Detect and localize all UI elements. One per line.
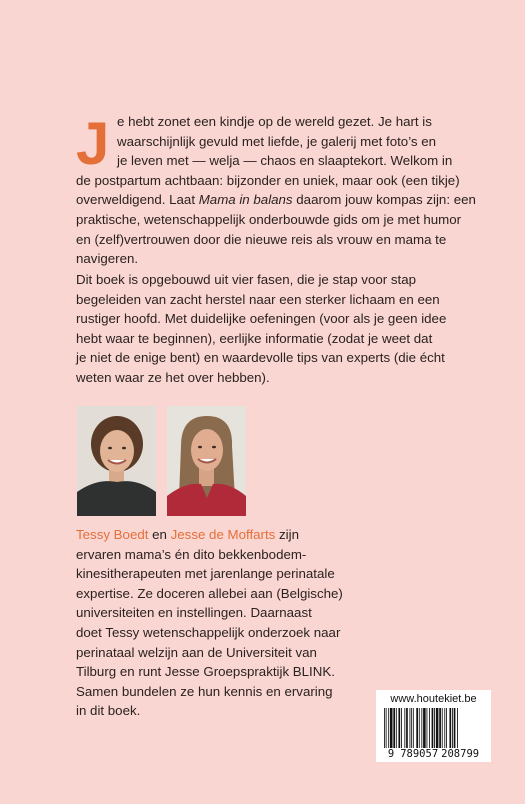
barcode-bar (434, 708, 435, 748)
intro-line: en (zelf)vertrouwen door die nieuwe reis als vrouw en mama te (76, 231, 447, 247)
barcode-bar (396, 708, 397, 748)
barcode-bar (413, 708, 414, 748)
intro-line: e hebt zonet een kindje op de wereld gezet. Je hart is (117, 114, 432, 129)
barcode-bar (449, 708, 451, 748)
bio-line: Samen bundelen ze hun kennis en ervaring (76, 683, 333, 699)
paragraph-line: hebt waar te beginnen), eerlijke informatie (zodat je weet dat (76, 330, 433, 346)
barcode-bar (454, 708, 456, 748)
barcode-bar (390, 708, 393, 748)
barcode-bar (386, 708, 387, 748)
author-name-jesse: Jesse de Moffarts (170, 527, 276, 542)
barcode-bar (419, 708, 420, 748)
barcode-bar (436, 708, 439, 748)
intro-text: daarom jouw kompas zijn: een (292, 192, 476, 208)
barcode-bar (452, 708, 453, 748)
intro-line: de postpartum achtbaan: bijzonder en uniek, maar ook (een tikje) (76, 172, 460, 188)
structure-paragraph (76, 270, 474, 388)
barcode-bar (393, 708, 395, 748)
bio-line: kinesitherapeuten met jarenlange perinatale (76, 566, 335, 582)
barcode-bar (404, 708, 405, 748)
paragraph-line: rustiger hoofd. Met duidelijke oefeningen (voor als je geen idee (76, 311, 447, 327)
isbn-number (376, 748, 491, 760)
bio-line: perinataal welzijn aan de Universiteit van (76, 644, 317, 660)
intro-line: waarschijnlijk gevuld met liefde, je galerij met foto’s en (117, 133, 437, 149)
barcode-bar (446, 708, 447, 748)
barcode-bar (388, 708, 389, 748)
bio-text: en (148, 527, 171, 542)
intro-line: je leven met — welja — chaos en slaaptekort. Welkom in (117, 153, 453, 169)
author-photo-tessy (77, 406, 156, 516)
author-name-tessy: Tessy Boedt (76, 527, 149, 542)
isbn-barcode (376, 690, 491, 762)
bio-line: universiteiten en instellingen. Daarnaast (76, 605, 312, 621)
intro-line: praktische, wetenschappelijk onderbouwde gids om je met humor (76, 211, 462, 227)
barcode-bar (429, 708, 430, 748)
intro-line (76, 190, 474, 210)
barcode-bar (384, 708, 385, 748)
isbn-digit-group: 789057 (400, 748, 439, 760)
intro-text: overweldigend. Laat (76, 192, 199, 208)
bio-line: ervaren mama’s én dito bekkenbodem- (76, 546, 307, 562)
paragraph-line: je niet de enige bent) en waardevolle tips van experts (die écht (76, 350, 445, 366)
paragraph-line: Dit boek is opgebouwd uit vier fasen, die je stap voor stap (76, 272, 417, 287)
authors-bio (76, 525, 376, 721)
barcode-bar (439, 708, 441, 748)
bio-line: expertise. Ze doceren allebei aan (Belgische) (76, 585, 343, 601)
barcode-bar (411, 708, 412, 748)
barcode-bar (398, 708, 400, 748)
book-title-italic: Mama in balans (198, 192, 293, 208)
paragraph-line: weten waar ze het over hebben). (76, 369, 270, 385)
barcode-bar (410, 708, 411, 748)
intro-paragraph (76, 112, 474, 269)
drop-cap: J (76, 110, 110, 177)
bio-text: zijn (275, 527, 299, 542)
bio-line: doet Tessy wetenschappelijk onderzoek naar (76, 624, 341, 640)
barcode-bars (384, 708, 483, 748)
bio-line (76, 525, 376, 545)
barcode-bar (401, 708, 402, 748)
author-photo-jesse (167, 406, 246, 516)
barcode-bar (427, 708, 428, 748)
intro-line: navigeren. (76, 251, 139, 267)
bio-line: Tilburg en runt Jesse Groepspraktijk BLINK. (76, 664, 335, 680)
barcode-bar (421, 708, 422, 748)
barcode-bar (444, 708, 445, 748)
publisher-url: www.houtekiet.be (390, 693, 477, 705)
bio-line: in dit boek. (76, 703, 141, 719)
barcode-bar (432, 708, 434, 748)
isbn-digit-group: 208799 (441, 748, 480, 760)
barcode-bar (423, 708, 426, 748)
paragraph-line: begeleiden van zacht herstel naar een sterker lichaam en een (76, 291, 440, 307)
isbn-digit-group: 9 (387, 748, 395, 760)
barcode-bar (442, 708, 443, 748)
barcode-bar (406, 708, 408, 748)
barcode-bar (457, 708, 458, 748)
barcode-bar (416, 708, 418, 748)
